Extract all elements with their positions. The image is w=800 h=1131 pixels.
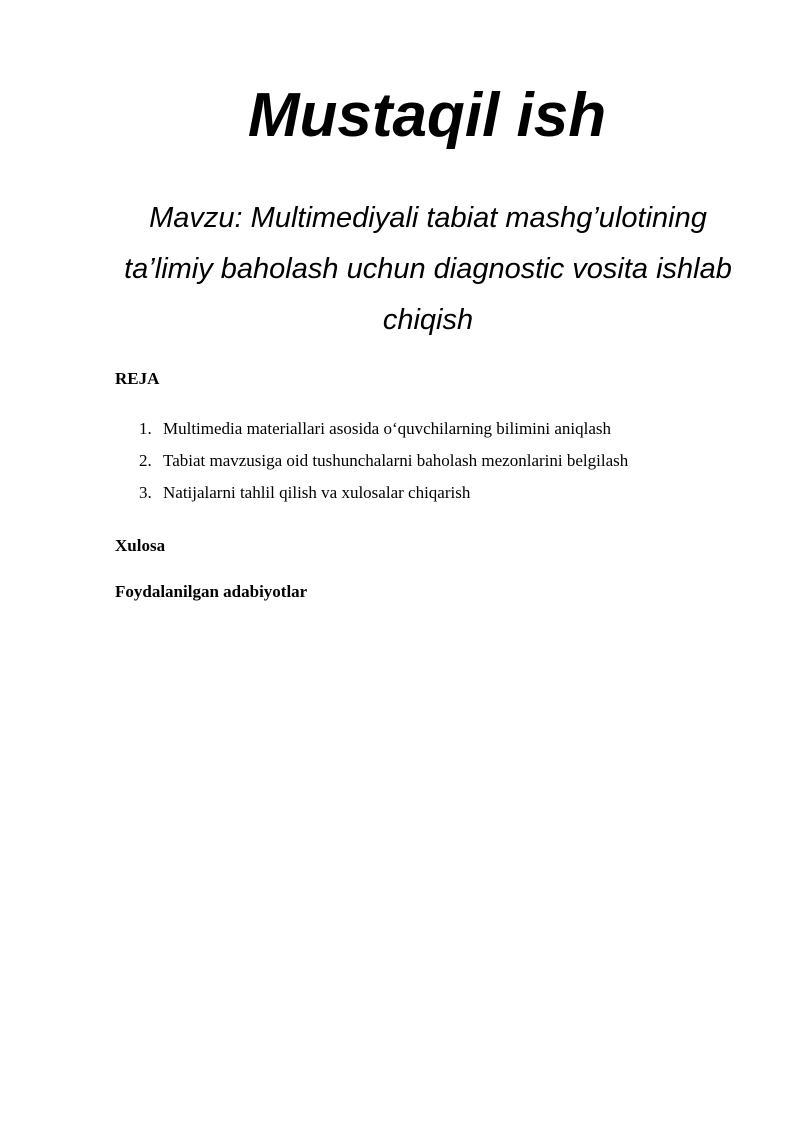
document-title: Mustaqil ish [247,81,607,150]
document-subject [112,193,744,346]
plan-item-text: Natijalarni tahlil qilish va xulosalar chiqarish [163,483,471,502]
plan-item-text: Tabiat mavzusiga oid tushunchalarni baholash mezonlarini belgilash [163,451,629,470]
plan-list [115,418,755,514]
plan-item [115,450,755,482]
references-heading: Foydalanilgan adabiyotlar [115,582,308,601]
plan-item-number: 3. [139,483,152,502]
plan-heading: REJA [115,369,160,388]
plan-item-number: 1. [139,419,152,438]
plan-item [115,418,755,450]
subject-line: ta’limiy baholash uchun diagnostic vosita ishlab [124,253,732,285]
plan-item-text: Multimedia materiallari asosida o‘quvchilarning bilimini aniqlash [163,419,612,438]
conclusion-heading: Xulosa [115,536,166,555]
plan-item [115,482,755,514]
subject-line: Mavzu: Multimediyali tabiat mashg’ulotining [149,202,707,234]
plan-item-number: 2. [139,451,152,470]
subject-line: chiqish [382,304,474,336]
